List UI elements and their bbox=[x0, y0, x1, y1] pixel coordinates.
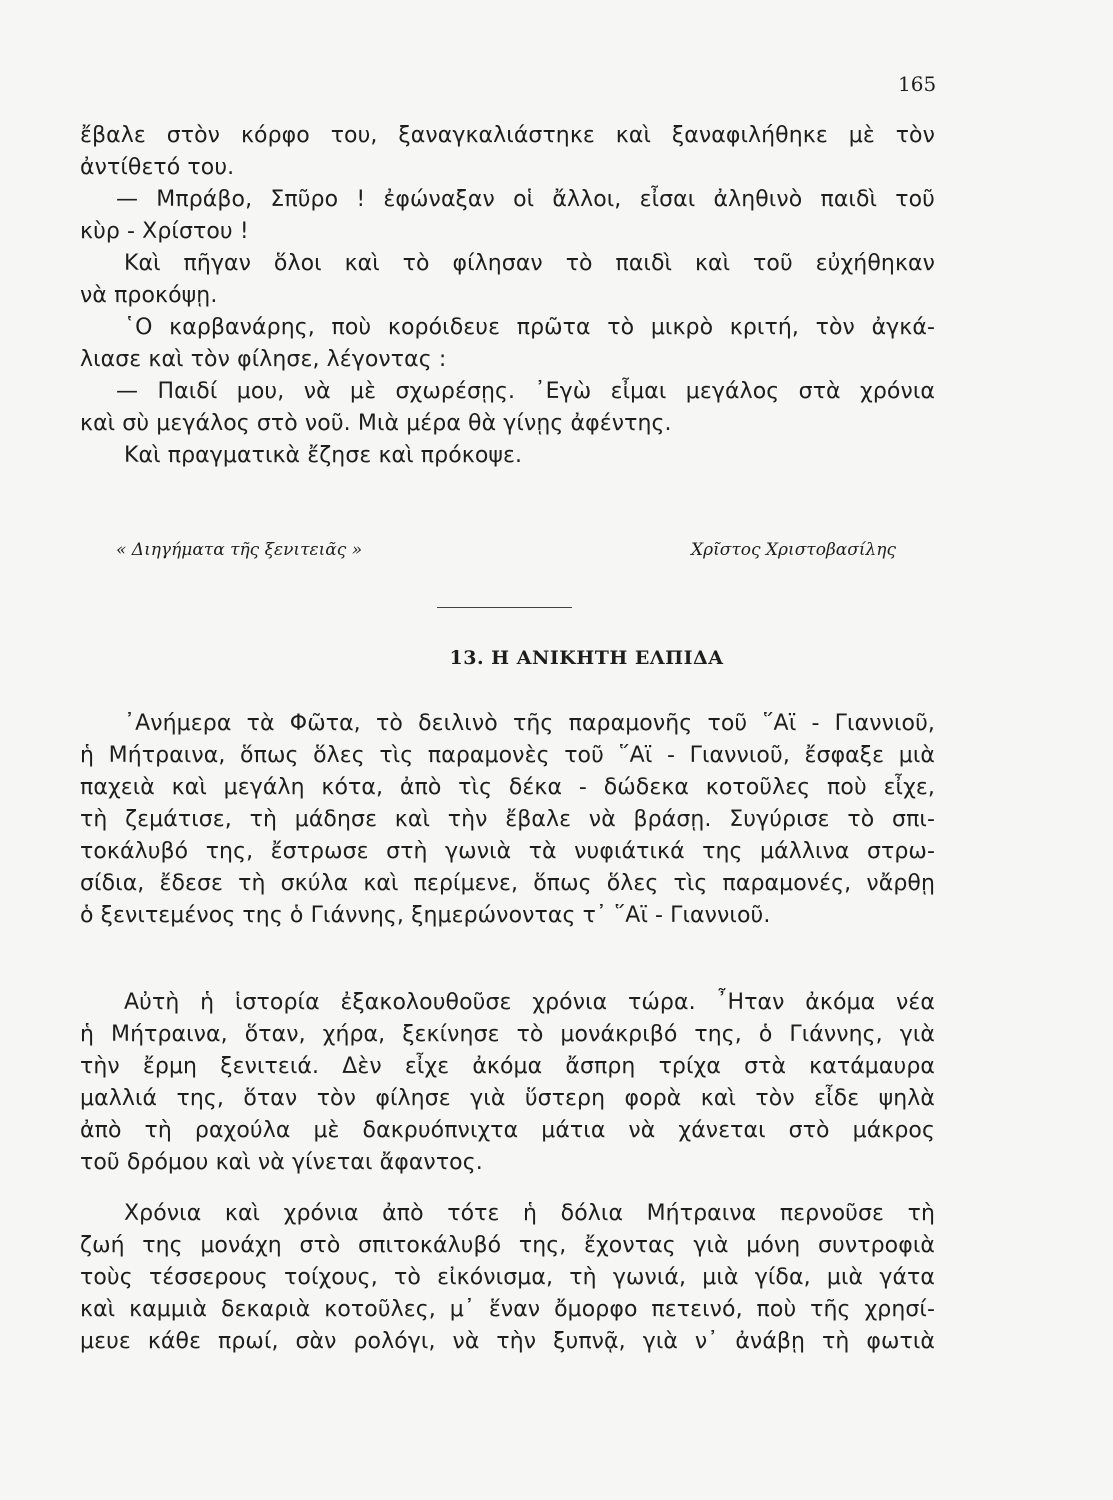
chapter-title: 13. Η ΑΝΙΚΗΤΗ ΕΛΠΙΔΑ bbox=[449, 647, 724, 669]
text-line: Αὐτὴ ἡ ἱστορία ἐξακολουθοῦσε χρόνια τώρα. ῏Ηταν ἀκόμα νέα bbox=[124, 990, 935, 1015]
text-line: τὴ ζεμάτισε, τὴ μάδησε καὶ τὴν ἔβαλε νὰ βράσῃ. Συγύρισε τὸ σπι- bbox=[80, 807, 935, 832]
text-line: νὰ προκόψῃ. bbox=[80, 283, 218, 308]
text-line: παχειὰ καὶ μεγάλη κότα, ἀπὸ τὶς δέκα - δώδεκα κοτοῦλες ποὺ εἶχε, bbox=[80, 775, 935, 800]
text-line: Χρόνια καὶ χρόνια ἀπὸ τότε ἡ δόλια Μήτραινα περνοῦσε τὴ bbox=[124, 1201, 935, 1226]
text-line: ἀπὸ τὴ ραχούλα μὲ δακρυόπνιχτα μάτια νὰ χάνεται στὸ μάκρος bbox=[80, 1118, 935, 1143]
paragraph-3 bbox=[80, 1198, 935, 1358]
text-line: Καὶ πῆγαν ὅλοι καὶ τὸ φίλησαν τὸ παιδὶ καὶ τοῦ εὐχήθηκαν bbox=[124, 251, 935, 276]
text-line: τὴν ἔρμη ξενιτειά. Δὲν εἶχε ἀκόμα ἄσπρη τρίχα στὰ κατάμαυρα bbox=[80, 1054, 935, 1079]
page-number: 165 bbox=[898, 72, 937, 96]
source-title: « Διηγήματα τῆς ξενιτειᾶς » bbox=[116, 540, 363, 560]
text-line: ᾿Ανήμερα τὰ Φῶτα, τὸ δειλινὸ τῆς παραμονῆς τοῦ ῞Αϊ - Γιαννιοῦ, bbox=[124, 711, 935, 736]
text-line: ζωή της μονάχη στὸ σπιτοκάλυβό της, ἔχοντας γιὰ μόνη συντροφιὰ bbox=[80, 1233, 935, 1258]
text-line: τοῦ δρόμου καὶ νὰ γίνεται ἄφαντος. bbox=[80, 1150, 483, 1175]
text-line: ὁ ξενιτεμένος της ὁ Γιάννης, ξημερώνοντας τ᾿ ῞Αϊ - Γιαννιοῦ. bbox=[80, 903, 771, 928]
paragraph-1 bbox=[80, 708, 935, 932]
text-line: τοκάλυβό της, ἔστρωσε στὴ γωνιὰ τὰ νυφιάτικά της μάλλινα στρω- bbox=[80, 839, 935, 864]
text-line: μευε κάθε πρωί, σὰν ρολόγι, νὰ τὴν ξυπνᾷ, γιὰ ν᾿ ἀνάβῃ τὴ φωτιὰ bbox=[80, 1329, 935, 1354]
text-line: Καὶ πραγματικὰ ἔζησε καὶ πρόκοψε. bbox=[124, 443, 523, 468]
text-line: μαλλιά της, ὅταν τὸν φίλησε γιὰ ὕστερη φορὰ καὶ τὸν εἶδε ψηλὰ bbox=[80, 1086, 935, 1111]
paragraph-2 bbox=[80, 987, 935, 1179]
text-line: καὶ σὺ μεγάλος στὸ νοῦ. Μιὰ μέρα θὰ γίνῃς ἀφέντης. bbox=[80, 411, 672, 436]
text-line: ἡ Μήτραινα, ὅταν, χήρα, ξεκίνησε τὸ μονάκριβό της, ὁ Γιάννης, γιὰ bbox=[80, 1022, 935, 1047]
text-line: σίδια, ἔδεσε τὴ σκύλα καὶ περίμενε, ὅπως ὅλες τὶς παραμονές, νἄρθῃ bbox=[80, 871, 935, 896]
source-attribution bbox=[116, 540, 896, 568]
text-line: — Παιδί μου, νὰ μὲ σχωρέσῃς. ᾿Εγὼ εἶμαι μεγάλος στὰ χρόνια bbox=[116, 379, 935, 404]
text-line: λιασε καὶ τὸν φίλησε, λέγοντας : bbox=[80, 347, 447, 372]
previous-story-text bbox=[80, 120, 935, 472]
source-author: Χρῖστος Χριστοβασίλης bbox=[691, 540, 896, 560]
text-line: ἔβαλε στὸν κόρφο του, ξαναγκαλιάστηκε καὶ ξαναφιλήθηκε μὲ τὸν bbox=[80, 123, 935, 148]
section-divider bbox=[437, 607, 572, 608]
text-line: κὺρ - Χρίστου ! bbox=[80, 219, 249, 244]
text-line: ἡ Μήτραινα, ὅπως ὅλες τὶς παραμονὲς τοῦ ῞Αϊ - Γιαννιοῦ, ἔσφαξε μιὰ bbox=[80, 743, 935, 768]
text-line: ἀντίθετό του. bbox=[80, 155, 235, 180]
text-line: καὶ καμμιὰ δεκαριὰ κοτοῦλες, μ᾿ ἕναν ὄμορφο πετεινό, ποὺ τῆς χρησί- bbox=[80, 1297, 935, 1322]
text-line: ῾Ο καρβανάρης, ποὺ κορόιδευε πρῶτα τὸ μικρὸ κριτή, τὸν ἀγκά- bbox=[124, 315, 935, 340]
text-line: — Μπράβο, Σπῦρο ! ἐφώναξαν οἱ ἄλλοι, εἶσαι ἀληθινὸ παιδὶ τοῦ bbox=[116, 187, 935, 212]
text-line: τοὺς τέσσερους τοίχους, τὸ εἰκόνισμα, τὴ γωνιά, μιὰ γίδα, μιὰ γάτα bbox=[80, 1265, 935, 1290]
